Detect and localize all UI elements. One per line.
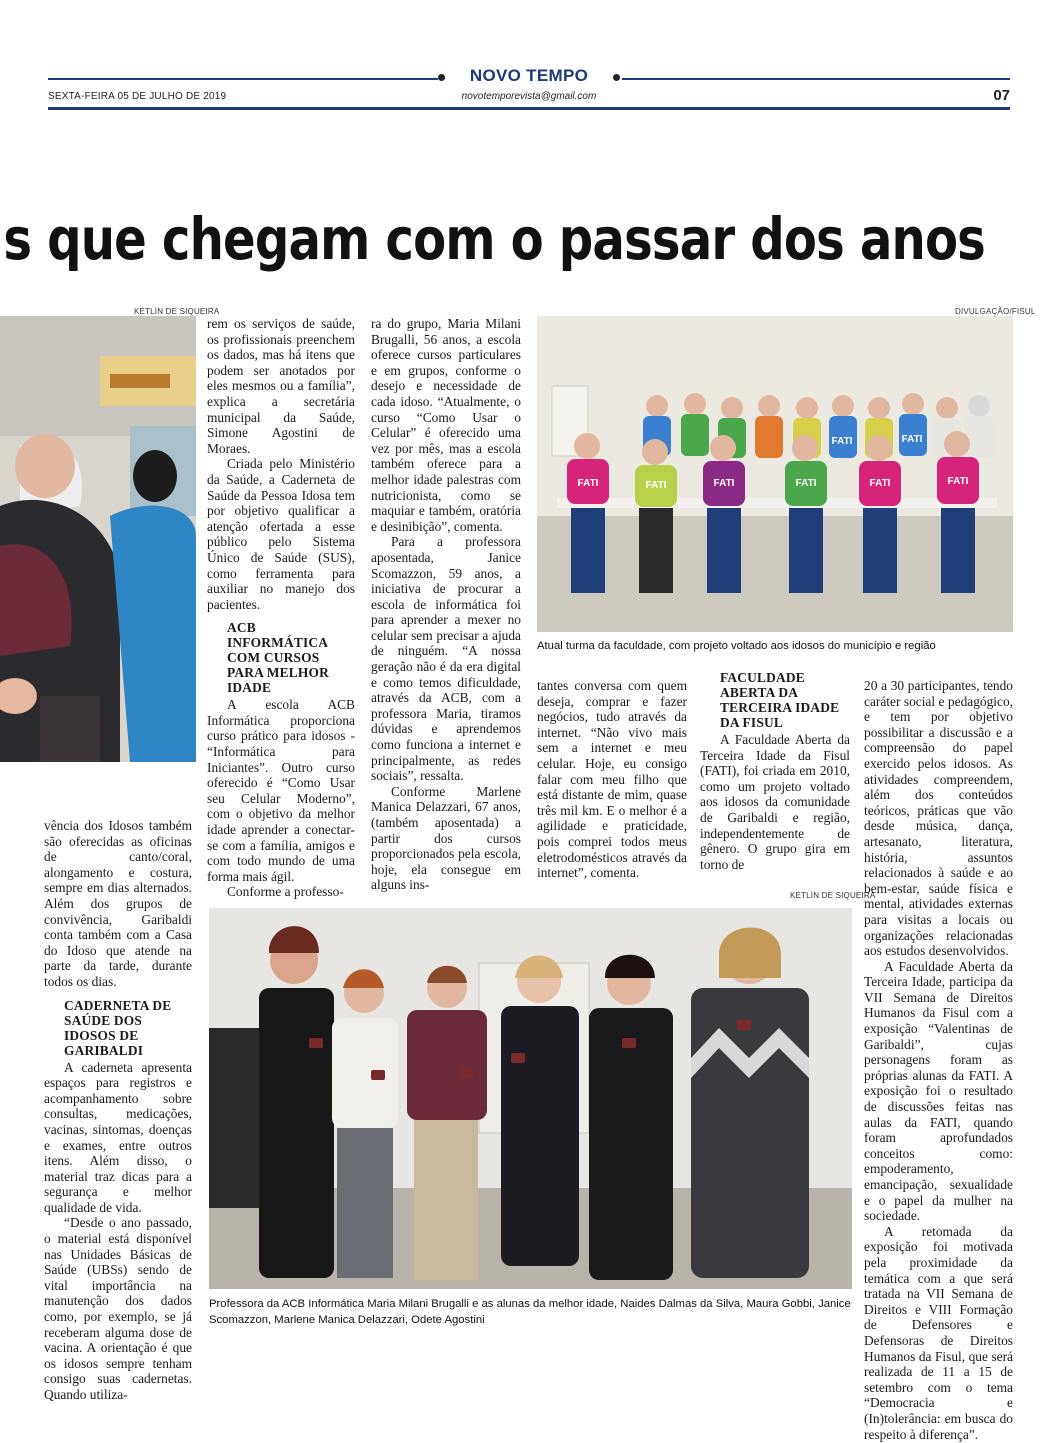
paragraph: A Faculdade Aberta da Terceira Idade da Fisul (FATI), foi criada em 2010, como um projeto voltado aos idosos da comunidade de Garibaldi e região, independentemente de gênero. O grupo gira em torno de bbox=[700, 732, 850, 872]
article-column-3 bbox=[371, 316, 521, 893]
article-column-4 bbox=[537, 678, 687, 881]
headline: s que chegam com o passar dos anos bbox=[3, 205, 986, 273]
photo-fati-group bbox=[537, 316, 1013, 632]
subheading-caderneta: CADERNETA DE SAÚDE DOS IDOSOS DE GARIBALDI bbox=[64, 997, 172, 1058]
paragraph: A Faculdade Aberta da Terceira Idade, participa da VII Semana de Direitos Humanos da Fisul com a exposição “Valentinas de Garibaldi”, cujas personagens foram as próprias alunas da FATI. A exposição foi o resultado de discussões feitas nas aulas da FATI, quando foram aprofundados conceitos como: empoderamento, emancipação, sexualidade e o papel da mulher na sociedade. bbox=[864, 958, 1013, 1224]
paragraph: Conforme Marlene Manica Delazzari, 67 anos, (também aposentada) a partir dos cursos proporcionados pela escola, hoje, ela consegue em alguns ins- bbox=[371, 783, 521, 893]
contact-email: novotemporevista@gmail.com bbox=[461, 91, 597, 102]
paragraph: Conforme a professo- bbox=[227, 884, 344, 900]
photo-credit-bottom: KETLIN DE SIQUEIRA bbox=[790, 891, 876, 900]
article-column-6 bbox=[864, 678, 1013, 1442]
subheading-acb: ACB INFORMÁTICA COM CURSOS PARA MELHOR IDADE bbox=[227, 620, 330, 696]
shirt-label: FATI bbox=[577, 478, 599, 489]
header-dot-left bbox=[438, 74, 445, 81]
newspaper-title: NOVO TEMPO bbox=[469, 66, 589, 85]
photo-acb-students bbox=[209, 908, 852, 1289]
shirt-label: FATI bbox=[869, 478, 891, 489]
photo-credit-left: KETLIN DE SIQUEIRA bbox=[134, 307, 220, 316]
paragraph: Criada pelo Ministério da Saúde, a Caderneta de Saúde da Pessoa Idosa tem por objetivo qualificar a atenção ofertada a esse público pelo Sistema Único de Saúde (SUS), como ferramenta para auxiliar no manejo dos pacientes. bbox=[207, 456, 355, 612]
paragraph: 20 a 30 participantes, tendo caráter social e pedagógico, e tem por objetivo possibilitar a discussão e a compreensão do papel exercido pelos idosos. As atividades compreendem, além dos conteúdos teóricos, práticas que vão desde música, dança, artesanato, literatura, história, assuntos relacionados à saúde e ao bem-estar, saúde física e mental, atividades externas para visitas a locais ou organizações relacionadas aos estudos desenvolvidos. bbox=[864, 678, 1013, 959]
header-bottom-rule bbox=[48, 107, 1010, 110]
paragraph: tantes conversa com quem deseja, comprar e fazer negócios, tudo através da internet. “Não vivo mais sem a internet e meu celular. Hoje, eu consigo falar com meu filho que está distante de mim, quase três mil km. E o melhor é a agilidade e praticidade, pois comprei todos meus eletrodomésticos através da internet”, comenta. bbox=[537, 678, 687, 881]
article-column-2 bbox=[207, 316, 355, 900]
photo-credit-top-right: DIVULGAÇÃO/FISUL bbox=[955, 307, 1036, 316]
paragraph: “Desde o ano passado, o material está disponível nas Unidades Básicas de Saúde (UBSs) sendo de vital importância na manutenção dos dados como, por exemplo, se já receberam alguma dose de vacina. A orientação é que os idosos sempre tenham consigo suas cadernetas. Quando utiliza- bbox=[44, 1215, 192, 1402]
shirt-label: FATI bbox=[795, 478, 817, 489]
issue-date: SEXTA-FEIRA 05 DE JULHO DE 2019 bbox=[48, 91, 227, 102]
paragraph: A retomada da exposição foi motivada pela proximidade da temática com a que será tratada na VII Semana de Direitos e VIII Formação de Defensores e Defensoras de Direitos Humanos da Fisul, que será realizada de 11 a 15 de setembro com o tema “Democracia e (In)tolerância: em busca do respeito à diferença”. bbox=[864, 1223, 1013, 1442]
paragraph: rem os serviços de saúde, os profissionais preenchem os dados, mas há itens que podem ser anotados por eles mesmos ou a família”, explica a secretária municipal da Saúde, Simone Agostini de Moraes. bbox=[207, 316, 355, 456]
shirt-label: FATI bbox=[947, 476, 969, 487]
paragraph: vência dos Idosos também são oferecidas as oficinas de canto/coral, alongamento e costura, sempre em dias alternados. Além dos grupos de convivência, Garibaldi conta também com a Casa do Idoso que atende na parte da tarde, durante todos os dias. bbox=[44, 818, 192, 989]
shirt-label: FATI bbox=[831, 436, 853, 447]
paragraph: ra do grupo, Maria Milani Brugalli, 56 anos, a escola oferece cursos particulares e em grupos, conforme o desejo e necessidade de cada idoso. “Atualmente, o curso “Como Usar o Celular” é oferecido uma vez por mês, mas a escola também oferece para a melhor idade palestras com nutricionista, como se maquiar e também, oratória e desinibição”, comenta. bbox=[371, 316, 521, 534]
caption-top-right: Atual turma da faculdade, com projeto voltado aos idosos do município e região bbox=[537, 640, 936, 652]
photo-hug bbox=[0, 316, 196, 762]
paragraph: A caderneta apresenta espaços para registros e acompanhamento sobre consultas, medicações, vacinas, sintomas, doenças e exames, entre outros itens. Além disso, o material traz dicas para a segurança e melhor qualidade de vida. bbox=[44, 1059, 192, 1215]
shirt-label: FATI bbox=[713, 478, 735, 489]
header-dot-right bbox=[613, 74, 620, 81]
shirt-label: FATI bbox=[645, 480, 667, 491]
article-column-1 bbox=[44, 818, 192, 1403]
header-rule-right bbox=[622, 78, 1010, 80]
article-column-5 bbox=[700, 670, 850, 872]
caption-bottom: Professora da ACB Informática Maria Milani Brugalli e as alunas da melhor idade, Naides Dalmas da Silva, Maura Gobbi, Janice Scomazzon, Marlene Manica Delazzari, Odete Agostini bbox=[209, 1298, 851, 1326]
paragraph: Para a professora aposentada, Janice Scomazzon, 59 anos, a iniciativa de procurar a escola de informática foi para aprender a mexer no celular sem precisar a ajuda de ninguém. “A nossa geração não é da era digital e como temos dificuldade, através da ACB, com a professora Maria, tiramos dúvidas e aprendemos como funciona a internet e principalmente, as redes sociais”, ressalta. bbox=[371, 534, 521, 784]
subheading-fati: FACULDADE ABERTA DA TERCEIRA IDADE DA FISUL bbox=[720, 670, 840, 730]
page-number: 07 bbox=[993, 87, 1010, 104]
header-rule-left bbox=[48, 78, 438, 80]
shirt-label: FATI bbox=[901, 434, 923, 445]
paragraph: A escola ACB Informática proporciona curso prático para idosos - “Informática para Iniciantes”. Outro curso oferecido é “Como Usar seu Celular Moderno”, com o objetivo da melhor idade aprender a conectar-se com a família, amigos e com todo mundo de uma forma mais ágil. bbox=[207, 697, 355, 884]
